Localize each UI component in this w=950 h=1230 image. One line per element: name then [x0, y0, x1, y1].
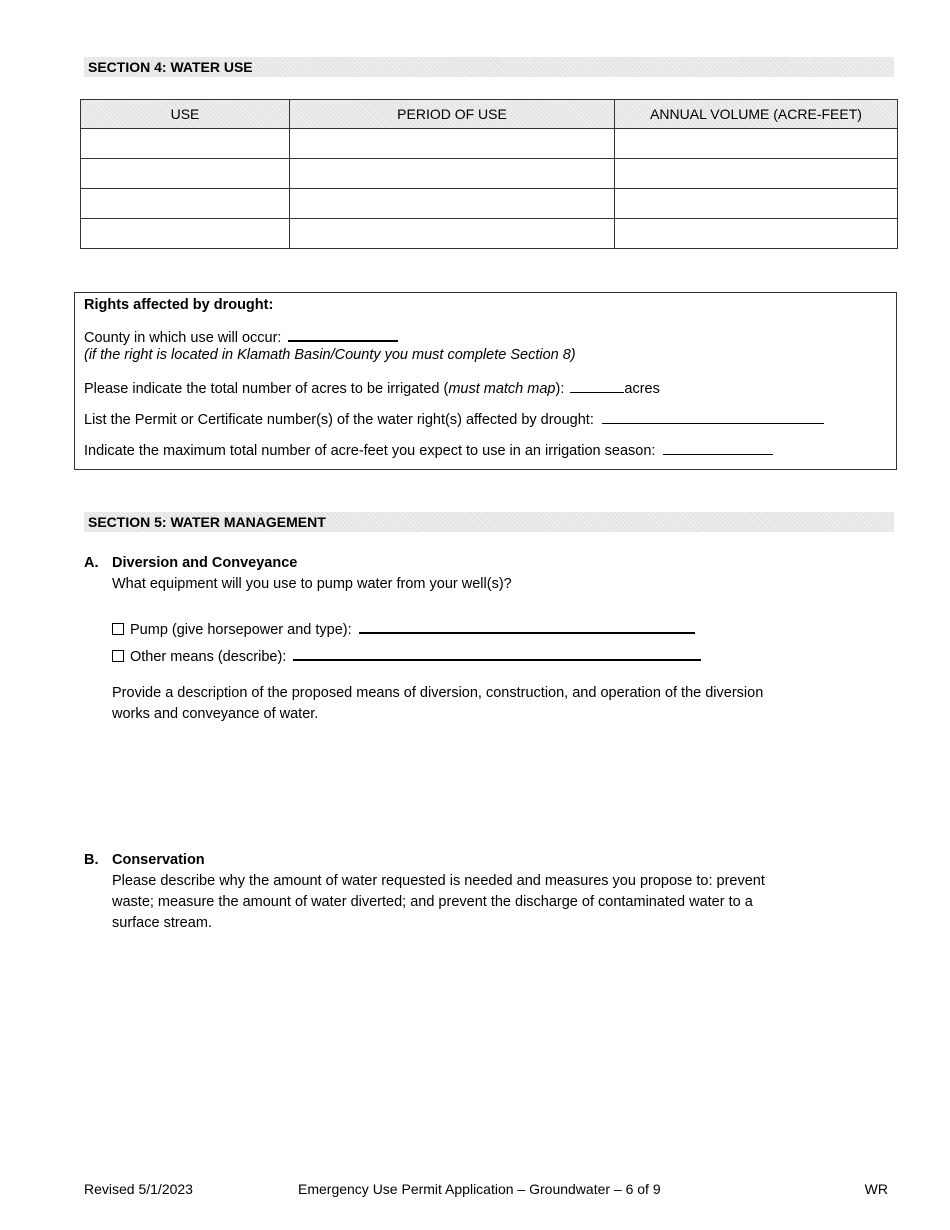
footer-title: Emergency Use Permit Application – Groundwater – 6 of 9 — [298, 1181, 661, 1197]
table-cell-volume[interactable] — [615, 219, 898, 249]
water-use-table — [80, 99, 898, 249]
footer-code: WR — [864, 1181, 888, 1197]
permit-row — [84, 409, 824, 428]
section-a-letter: A. — [84, 555, 99, 571]
section-a-heading: Diversion and Conveyance — [112, 555, 298, 571]
table-row — [81, 189, 898, 219]
table-cell-period[interactable] — [290, 159, 615, 189]
county-field[interactable] — [288, 326, 398, 342]
acres-label-prefix: Please indicate the total number of acres to be irrigated ( — [84, 381, 449, 397]
section-5-header — [84, 512, 894, 532]
acrefeet-field[interactable] — [663, 440, 773, 455]
section-5-title: SECTION 5: WATER MANAGEMENT — [88, 514, 326, 530]
footer-revised: Revised 5/1/2023 — [84, 1181, 193, 1197]
table-cell-use[interactable] — [81, 129, 290, 159]
other-option-row — [112, 645, 701, 665]
table-cell-volume[interactable] — [615, 189, 898, 219]
pump-field[interactable] — [359, 618, 695, 634]
table-row — [81, 219, 898, 249]
other-means-checkbox[interactable] — [112, 650, 124, 662]
table-cell-volume[interactable] — [615, 129, 898, 159]
county-row — [84, 326, 398, 346]
acres-label-suffix: ): — [555, 381, 565, 397]
acres-field[interactable] — [570, 378, 624, 393]
pump-option-label: Pump (give horsepower and type): — [130, 622, 352, 638]
column-header-volume: ANNUAL VOLUME (ACRE-FEET) — [615, 100, 898, 129]
acrefeet-row — [84, 440, 773, 459]
conservation-text-line-1: Please describe why the amount of water requested is needed and measures you propose to: prevent — [112, 873, 765, 889]
pump-option-row — [112, 618, 695, 638]
column-header-period: PERIOD OF USE — [290, 100, 615, 129]
county-label: County in which use will occur: — [84, 330, 282, 346]
acres-row — [84, 378, 660, 397]
section-4-title: SECTION 4: WATER USE — [88, 59, 253, 75]
table-header-row — [81, 100, 898, 129]
pump-checkbox[interactable] — [112, 623, 124, 635]
table-cell-period[interactable] — [290, 219, 615, 249]
table-cell-use[interactable] — [81, 189, 290, 219]
other-means-field[interactable] — [293, 645, 701, 661]
column-header-use: USE — [81, 100, 290, 129]
diversion-description-line-1: Provide a description of the proposed means of diversion, construction, and operation of the diversion — [112, 685, 764, 701]
acrefeet-label: Indicate the maximum total number of acre-feet you expect to use in an irrigation season: — [84, 443, 656, 459]
acres-unit: acres — [624, 381, 660, 397]
table-cell-volume[interactable] — [615, 159, 898, 189]
table-cell-period[interactable] — [290, 129, 615, 159]
table-cell-use[interactable] — [81, 219, 290, 249]
section-b-heading: Conservation — [112, 852, 205, 868]
county-note: (if the right is located in Klamath Basin/County you must complete Section 8) — [84, 347, 576, 363]
rights-heading: Rights affected by drought: — [84, 297, 274, 313]
diversion-description-line-2: works and conveyance of water. — [112, 706, 319, 722]
permit-field[interactable] — [602, 409, 824, 424]
section-4-header — [84, 57, 894, 77]
table-row — [81, 129, 898, 159]
section-a-question: What equipment will you use to pump water from your well(s)? — [112, 576, 512, 592]
conservation-text-line-2: waste; measure the amount of water diverted; and prevent the discharge of contaminated water to a — [112, 894, 753, 910]
rights-affected-box — [74, 292, 897, 470]
other-option-label: Other means (describe): — [130, 649, 287, 665]
section-b-letter: B. — [84, 852, 99, 868]
table-cell-period[interactable] — [290, 189, 615, 219]
acres-label-italic: must match map — [448, 381, 556, 397]
permit-label: List the Permit or Certificate number(s) of the water right(s) affected by drought: — [84, 412, 594, 428]
table-row — [81, 159, 898, 189]
conservation-text-line-3: surface stream. — [112, 915, 212, 931]
table-cell-use[interactable] — [81, 159, 290, 189]
